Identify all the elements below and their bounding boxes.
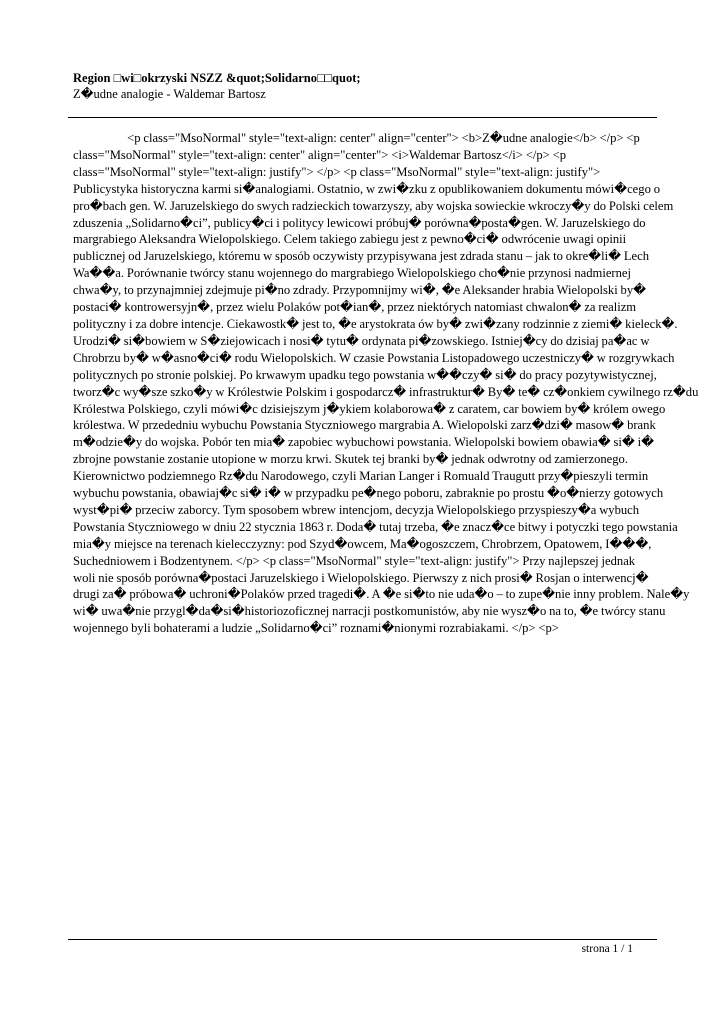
- body-line: <p class="MsoNormal" style="text-align: center" align="center"> <b>Z�udne analogie</b> </p> <p: [73, 131, 640, 145]
- body-line: class="MsoNormal" style="text-align: justify"> </p> <p class="MsoNormal" style="text-align: justify">: [73, 164, 601, 179]
- body-line: tworz�c wy�sze szko�y w Królestwie Polskim i gospodarcz� infrastruktur� By� te� cz�onkiem cywilnego rz�du: [73, 384, 699, 399]
- body-line: m�odzie�y do wojska. Pobór ten mia� zapobiec wybuchowi powstania. Wielopolski bowiem obawia� si� i�: [73, 435, 655, 450]
- body-line: wyst�pi� przeciw zaborcy. Tym sposobem wbrew intencjom, decyzja Wielopolskiego przyspieszy�a wybuch: [73, 502, 640, 517]
- document-subtitle: Z�udne analogie - Waldemar Bartosz: [73, 87, 266, 101]
- body-line: margrabiego Aleksandra Wielopolskiego. Celem takiego zabiegu jest z pewno�ci� odwrócenie uwagi opinii: [73, 232, 627, 247]
- header-divider: [68, 117, 657, 118]
- body-line: mia�y miejsce na terenach kielecczyzny: pod Szyd�owcem, Ma�ogoszczem, Chrobrzem, Opatowem, I���,: [73, 536, 652, 551]
- body-line: woli nie sposób porówna�postaci Jaruzelskiego i Wielopolskiego. Pierwszy z nich prosi� Rosjan o interwencj�: [73, 570, 649, 585]
- body-line: zbrojne powstanie zostanie utopione w morzu krwi. Skutek tej branki by� jednak odwrotny od zamierzonego.: [73, 452, 628, 467]
- body-line: wi� uwa�nie przygl�da�si�historiozoficznej narracji postkomunistów, aby nie wysz�o na to, �e twórcy stanu: [73, 604, 666, 619]
- page-number: strona 1 / 1: [581, 943, 633, 955]
- body-line: drugi za� próbowa� uchroni�Polaków przed tragedi�. A �e si�to nie uda�o – to zupe�nie inny problem. Nale�y: [73, 587, 690, 602]
- body-line: Kierownictwo podziemnego Rz�du Narodowego, czyli Marian Langer i Romuald Traugutt przy�pieszyli termin: [73, 469, 649, 484]
- body-line: Chrobrzu by� w�asno�ci� rodu Wielopolskich. W czasie Powstania Listopadowego uczestniczy� w rozgrywkach: [73, 350, 675, 365]
- body-line: wybuchu powstania, obawiaj�c si� i� w przypadku pe�nego poboru, zabraknie po prostu �o�nierzy gotowych: [73, 486, 664, 501]
- footer-divider: [68, 939, 657, 940]
- body-line: pro�bach gen. W. Jaruzelskiego do swych radzieckich towarzyszy, aby wojska sowieckie wkroczy�y do Polski celem: [73, 198, 674, 213]
- body-line: Suchedniowem i Bodzentynem. </p> <p class="MsoNormal" style="text-align: justify"> Przy najlepszej jednak: [73, 553, 636, 568]
- body-line: zduszenia „Solidarno�ci”, publicy�ci i politycy lewicowi próbuj� porówna�posta�gen. W. Jaruzelskiego do: [73, 215, 646, 230]
- body-line: publicznej od Jaruzelskiego, któremu w sposób oczywisty przypisywana jest zdrada stanu – jak to okre�li� Lech: [73, 249, 649, 264]
- body-line: postaci� kontrowersyjn�, przez wielu Polaków pot�ian�, przez niektórych natomiast chwalon� za realizm: [73, 300, 637, 315]
- body-line: Powstania Styczniowego w dniu 22 stycznia 1863 r. Doda� tutaj trzeba, �e znacz�ce bitwy i potyczki tego powstania: [73, 519, 678, 534]
- body-line: Królestwa Polskiego, czyli mówi�c dzisiejszym j�ykiem kolaborowa� z caratem, car bowiem by� królem owego: [73, 401, 666, 416]
- body-line: Urodzi� si�bowiem w S�ziejowicach i nosi� tytu� ordynata pi�zowskiego. Istniej�cy do dzisiaj pa�ac w: [73, 333, 650, 348]
- document-title: Region □wi□okrzyski NSZZ &quot;Solidarno□□quot;: [73, 71, 361, 85]
- body-line: polityczny i za dobre intencje. Ciekawostk� jest to, �e arystokrata ów by� zwi�zany rodzinnie z ziemi� kieleck�.: [73, 316, 678, 331]
- body-line: wojennego byli bohaterami a ludzie „Solidarno�ci” roznami�nionymi rozrabiakami. </p> <p>: [73, 621, 559, 636]
- body-line: politycznych po stronie polskiej. Po krwawym upadku tego powstania w��czy� si� do pracy pozytywistycznej,: [73, 367, 657, 382]
- body-line: class="MsoNormal" style="text-align: center" align="center"> <i>Waldemar Bartosz</i> </p> <p: [73, 147, 566, 162]
- body-line: chwa�y, to przynajmniej zdejmuje pi�no zdrady. Przypomnijmy wi�, �e Aleksander hrabia Wielopolski by�: [73, 283, 647, 298]
- body-line: Wa��a. Porównanie twórcy stanu wojennego do margrabiego Wielopolskiego cho�nie przynosi nadmiernej: [73, 266, 632, 281]
- article-body: [73, 130, 699, 637]
- body-line: królestwa. W przededniu wybuchu Powstania Styczniowego margrabia A. Wielopolski zarz�dzi� masow� brank: [73, 418, 656, 433]
- body-line: Publicystyka historyczna karmi si�analogiami. Ostatnio, w zwi�zku z opublikowaniem dokumentu mówi�cego o: [73, 181, 661, 196]
